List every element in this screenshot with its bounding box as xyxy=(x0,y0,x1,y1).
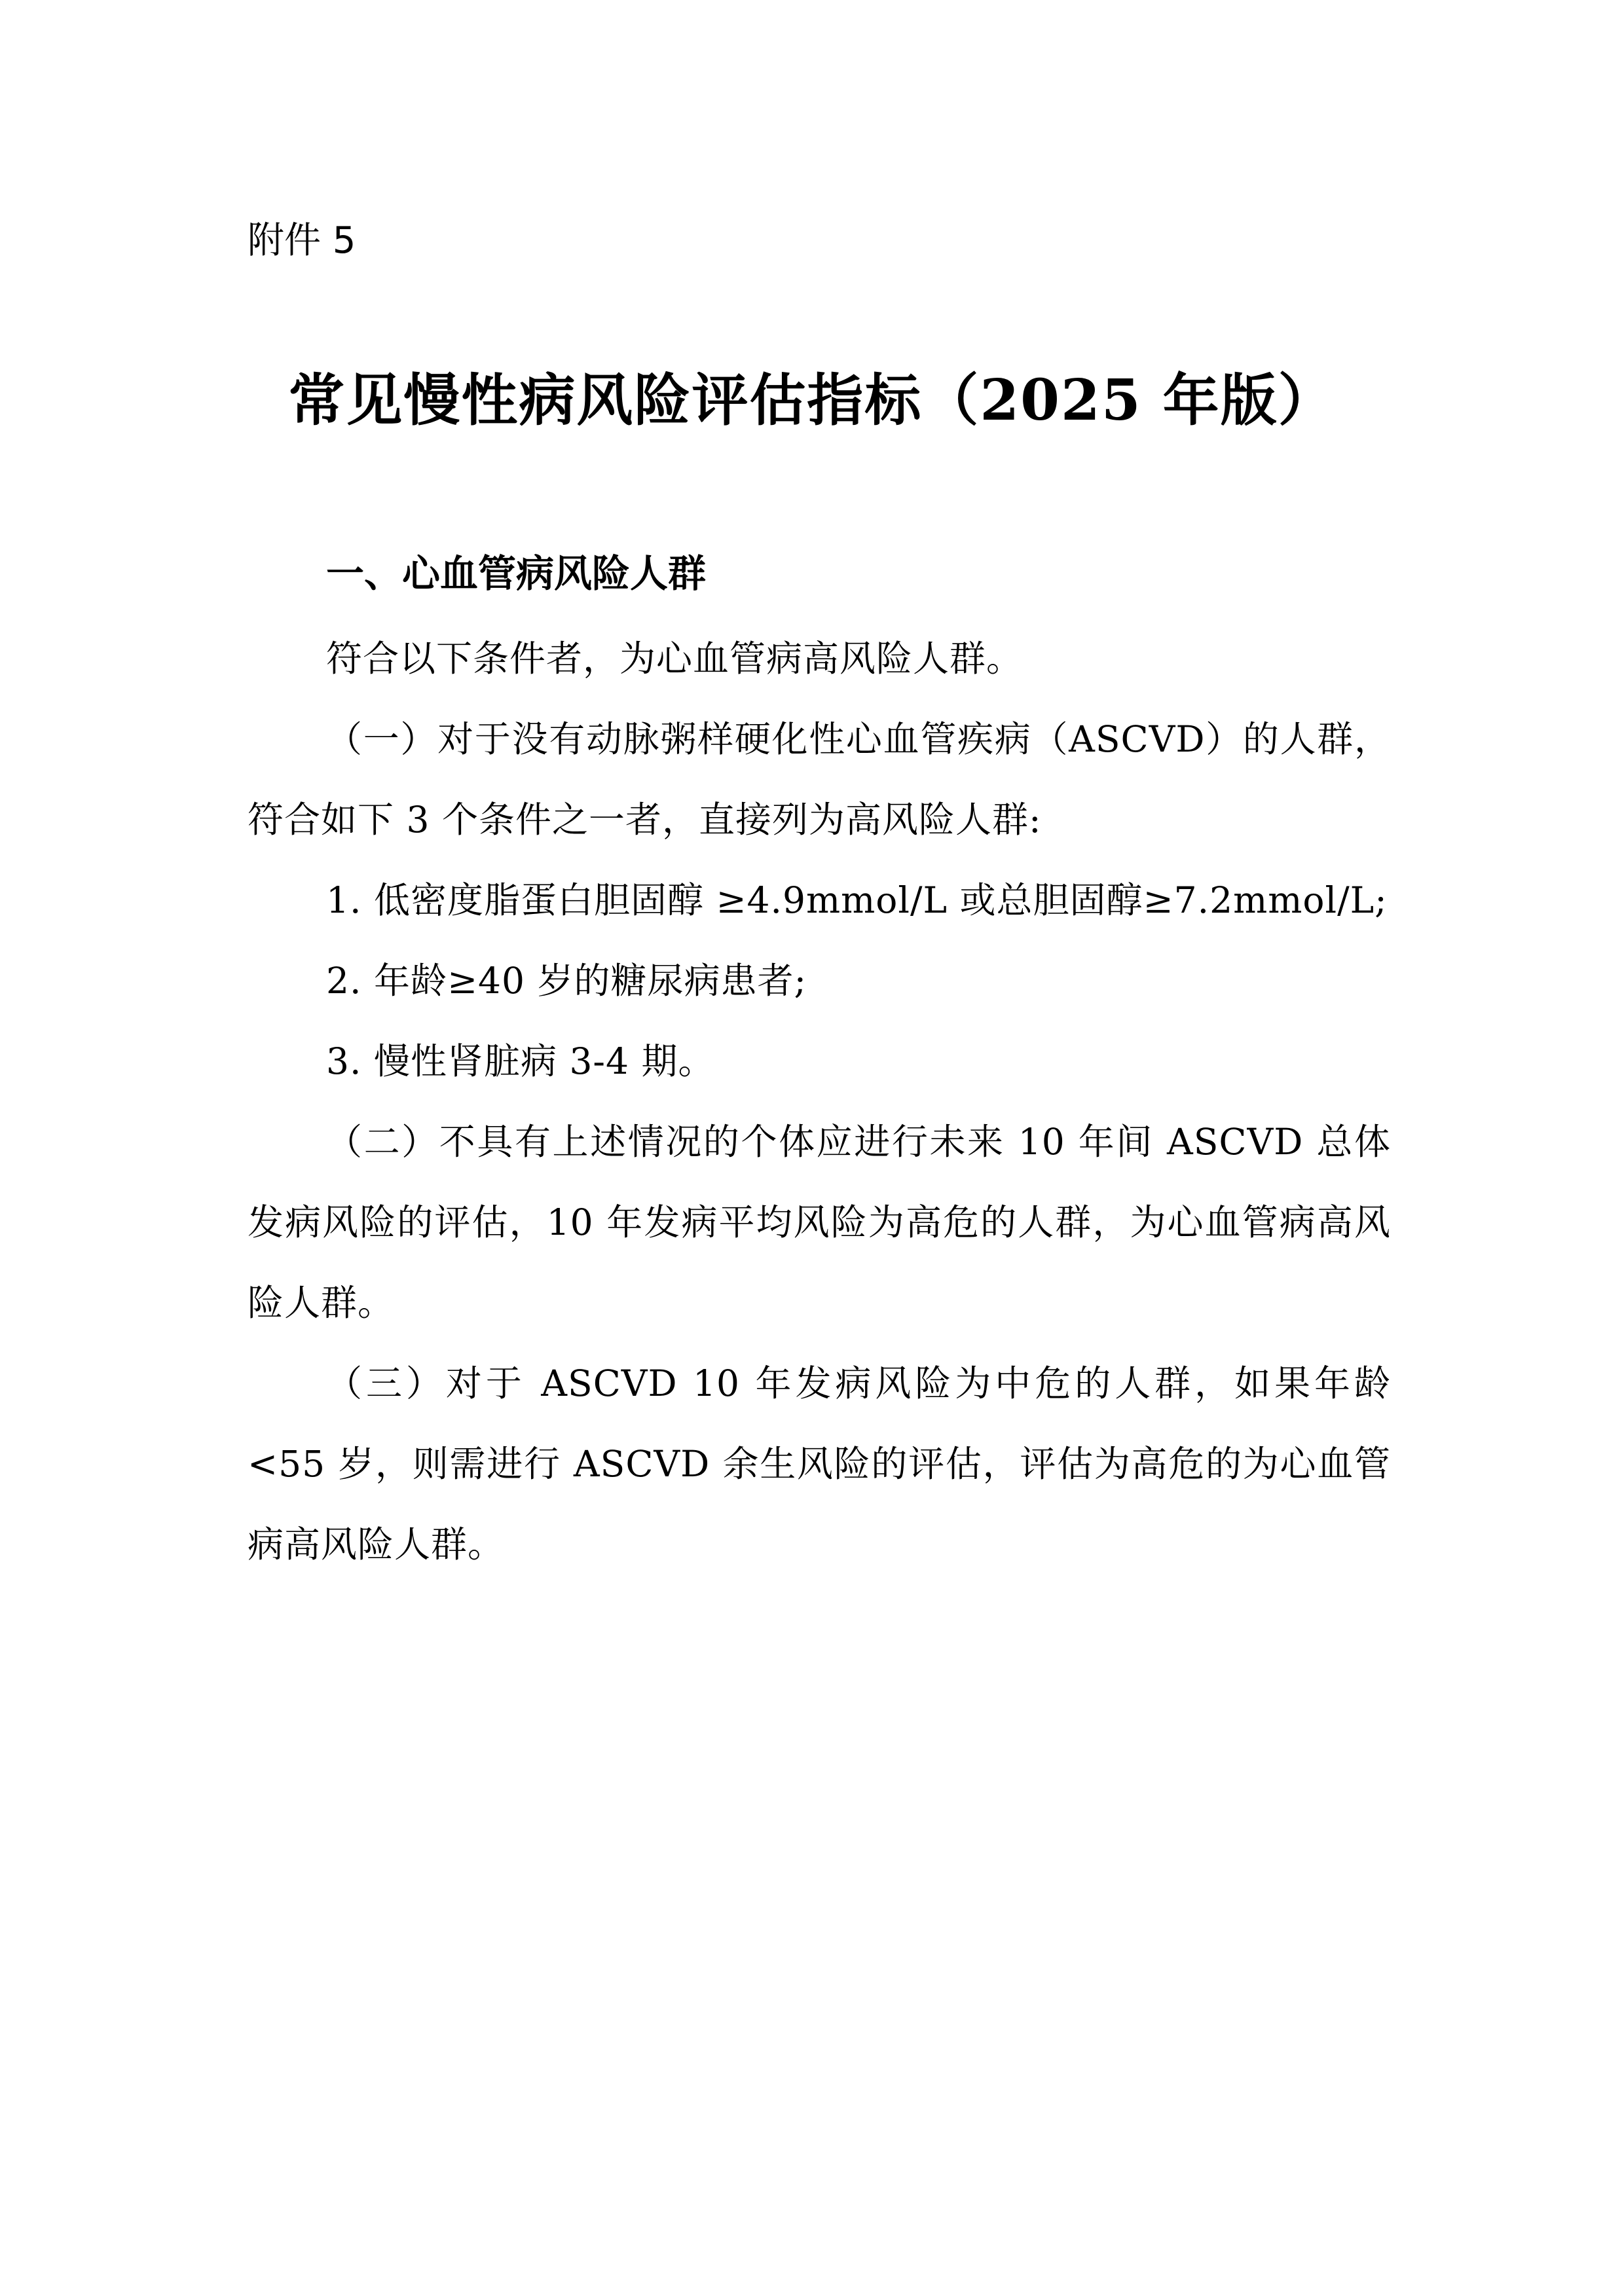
paragraph-criteria-3: （三）对于 ASCVD 10 年发病风险为中危的人群，如果年龄<55 岁，则需进行 ASCVD 余生风险的评估，评估为高危的为心血管病高风险人群。 xyxy=(248,1362,1391,1565)
section-heading: 一、心血管病风险人群 xyxy=(326,551,707,596)
paragraph-intro: 符合以下条件者，为心血管病高风险人群。 xyxy=(326,638,1024,680)
paragraph-criteria-2: （二）不具有上述情况的个体应进行未来 10 年间 ASCVD 总体发病风险的评估，10 年发病平均风险为高危的人群，为心血管病高风险人群。 xyxy=(248,1121,1391,1324)
paragraph-criteria-1: （一）对于没有动脉粥样硬化性心血管疾病（ASCVD）的人群，符合如下 3 个条件之一者，直接列为高风险人群: xyxy=(248,718,1391,841)
list-item-ldl: 1. 低密度脂蛋白胆固醇 ≥4.9mmol/L 或总胆固醇≥7.2mmol/L; xyxy=(326,879,1388,921)
document-title: 常见慢性病风险评估指标（2025 年版） xyxy=(288,367,1336,433)
list-item-ckd: 3. 慢性肾脏病 3-4 期。 xyxy=(326,1040,715,1082)
list-item-diabetes: 2. 年龄≥40 岁的糖尿病患者; xyxy=(326,960,807,1002)
attachment-label: 附件 5 xyxy=(248,219,356,262)
document-body xyxy=(248,619,1391,1585)
